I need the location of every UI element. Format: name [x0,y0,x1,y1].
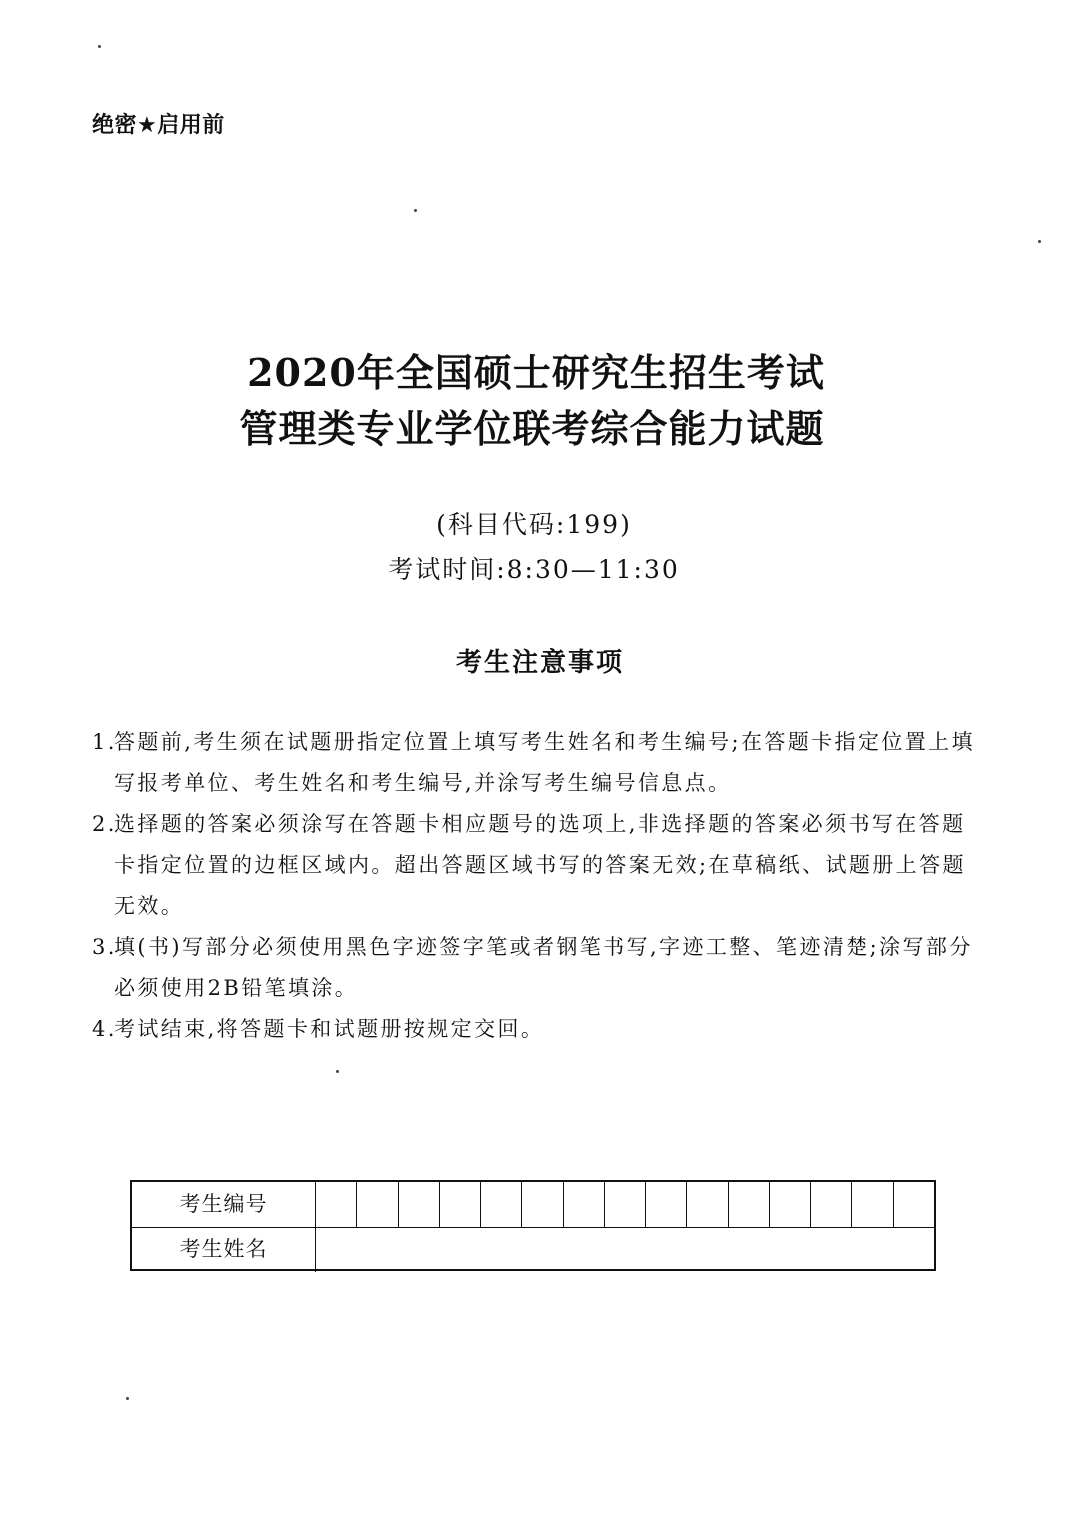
candidate-id-cells [316,1182,934,1227]
confidential-mark: 绝密★启用前 [92,113,225,138]
candidate-info-form [130,1180,936,1271]
scan-speck [98,45,101,48]
candidate-id-cell[interactable] [481,1182,522,1227]
candidate-id-cell[interactable] [729,1182,770,1227]
scan-speck [336,1070,339,1073]
notice-item-number: 3. [92,935,117,959]
candidate-name-row [132,1227,934,1272]
candidate-name-label: 考生姓名 [132,1227,316,1272]
notice-item-number: 2. [92,812,117,836]
candidate-id-cell[interactable] [522,1182,563,1227]
scan-speck [414,209,417,212]
candidate-id-label: 考生编号 [132,1182,316,1227]
candidate-id-cell[interactable] [605,1182,646,1227]
candidate-id-cell[interactable] [646,1182,687,1227]
candidate-id-cell[interactable] [811,1182,852,1227]
notice-item-text: 答题前,考生须在试题册指定位置上填写考生姓名和考生编号;在答题卡指定位置上填写报考单位、考生姓名和考生编号,并涂写考生编号信息点。 [114,730,975,795]
notice-heading: 考生注意事项 [455,648,624,678]
candidate-id-cell[interactable] [852,1182,893,1227]
candidate-id-cell[interactable] [357,1182,398,1227]
scan-speck [1038,240,1041,243]
candidate-id-cell[interactable] [399,1182,440,1227]
notice-item [92,804,982,927]
candidate-name-field[interactable] [316,1227,934,1272]
candidate-id-cell[interactable] [687,1182,728,1227]
subject-code: (科目代码:199) [436,510,632,539]
exam-title-line1: 2020年全国硕士研究生招生考试 [247,350,825,395]
notice-item-number: 4. [92,1017,117,1041]
candidate-id-row [132,1182,934,1228]
candidate-id-cell[interactable] [894,1182,934,1227]
notice-item-text: 填(书)写部分必须使用黑色字迹签字笔或者钢笔书写,字迹工整、笔迹清楚;涂写部分必须使用2B铅笔填涂。 [114,935,973,1000]
scan-speck [126,1397,129,1400]
notice-item-text: 选择题的答案必须涂写在答题卡相应题号的选项上,非选择题的答案必须书写在答题卡指定位置的边框区域内。超出答题区域书写的答案无效;在草稿纸、试题册上答题无效。 [114,812,966,918]
notice-item-text: 考试结束,将答题卡和试题册按规定交回。 [114,1017,545,1041]
notice-item [92,927,982,1009]
notice-item [92,722,982,804]
candidate-id-cell[interactable] [316,1182,357,1227]
notice-list [92,722,982,1050]
exam-title-line2: 管理类专业学位联考综合能力试题 [239,406,825,451]
exam-time: 考试时间:8:30—11:30 [388,555,680,584]
notice-item-number: 1. [92,730,117,754]
candidate-id-cell[interactable] [440,1182,481,1227]
candidate-id-cell[interactable] [770,1182,811,1227]
candidate-id-cell[interactable] [564,1182,605,1227]
notice-item [92,1009,982,1050]
